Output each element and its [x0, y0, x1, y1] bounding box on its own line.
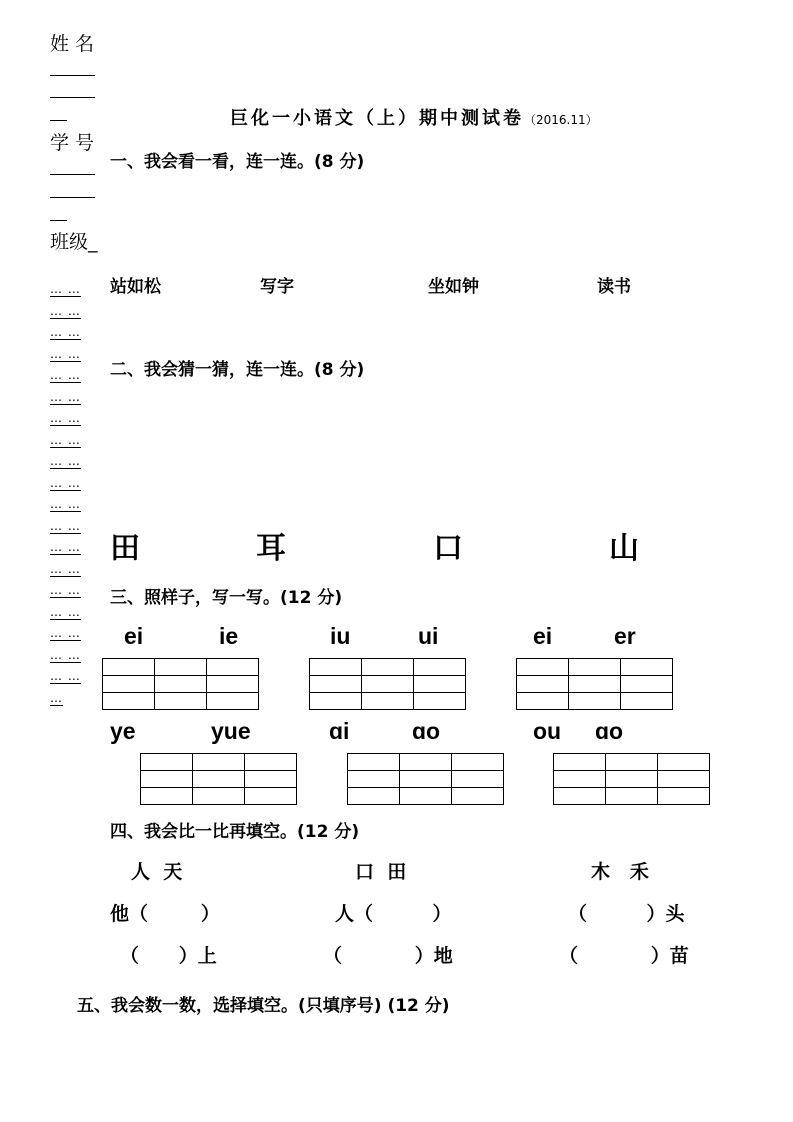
dotted-line: … …: [50, 648, 81, 662]
section2-char: 口: [433, 531, 463, 566]
section1-word: 坐如钟: [428, 277, 479, 297]
dotted-line: … …: [50, 605, 81, 619]
fill-blank[interactable]: （ ）头: [568, 903, 685, 925]
fill-blank[interactable]: （ ）苗: [559, 945, 689, 967]
section2-char: 田: [110, 531, 140, 566]
writing-grid[interactable]: [102, 658, 259, 710]
section5-heading: 五、我会数一数，选择填空。(只填序号) (12 分): [77, 996, 450, 1016]
section1-word: 读书: [597, 277, 631, 297]
fill-blank[interactable]: 他（ ）: [110, 903, 220, 925]
section4-heading: 四、我会比一比再填空。(12 分): [110, 822, 360, 842]
section1-word: 写字: [260, 277, 294, 297]
fill-blank[interactable]: 人（ ）: [335, 903, 452, 925]
pinyin-label: ou: [533, 718, 562, 744]
pinyin-label: ie: [219, 623, 239, 649]
dotted-line: … …: [50, 540, 81, 554]
name-underline: [50, 97, 95, 98]
fill-blank[interactable]: （ ）上: [120, 945, 217, 967]
pinyin-label: ɑo: [595, 718, 624, 744]
exam-date: （2016.11）: [524, 113, 598, 127]
writing-grid[interactable]: [140, 753, 297, 805]
pinyin-label: iu: [330, 623, 351, 649]
dotted-line: … …: [50, 368, 81, 382]
dotted-line: … …: [50, 325, 81, 339]
dotted-line: … …: [50, 476, 81, 490]
writing-grid[interactable]: [347, 753, 504, 805]
dotted-line: … …: [50, 411, 81, 425]
pinyin-label: ye: [110, 718, 136, 744]
name-underline: [50, 120, 67, 121]
dotted-line: … …: [50, 497, 81, 511]
exam-title: 巨化一小语文（上）期中测试卷: [230, 108, 524, 129]
section3-heading: 三、照样子，写一写。(12 分): [110, 588, 343, 608]
pinyin-label: ei: [124, 623, 144, 649]
char-pair: 人 天: [131, 861, 183, 883]
page-title: [230, 104, 598, 130]
char-pair: 口 田: [355, 861, 407, 883]
pinyin-label: ɑo: [412, 718, 441, 744]
dotted-line: … …: [50, 433, 81, 447]
name-label: 姓 名: [50, 33, 95, 55]
class-label: 班级_: [50, 231, 98, 253]
pinyin-label: er: [614, 623, 636, 649]
section1-heading: 一、我会看一看，连一连。(8 分): [110, 152, 365, 172]
dotted-line: … …: [50, 562, 81, 576]
section2-char: 耳: [256, 531, 286, 566]
student-id-underline: [50, 197, 95, 198]
dotted-line: …: [50, 691, 63, 705]
dotted-line: … …: [50, 626, 81, 640]
dotted-line: … …: [50, 583, 81, 597]
section2-char: 山: [609, 531, 639, 566]
section2-heading: 二、我会猜一猜，连一连。(8 分): [110, 360, 365, 380]
pinyin-label: yue: [211, 718, 251, 744]
section1-word: 站如松: [110, 277, 161, 297]
dotted-line: … …: [50, 282, 81, 296]
dotted-line: … …: [50, 390, 81, 404]
dotted-line: … …: [50, 454, 81, 468]
dotted-line: … …: [50, 304, 81, 318]
dotted-line: … …: [50, 669, 81, 683]
pinyin-label: ei: [533, 623, 553, 649]
name-underline: [50, 75, 95, 76]
pinyin-label: ɑi: [329, 718, 350, 744]
dotted-line: … …: [50, 347, 81, 361]
writing-grid[interactable]: [553, 753, 710, 805]
student-id-underline: [50, 220, 67, 221]
pinyin-label: ui: [418, 623, 439, 649]
writing-grid[interactable]: [309, 658, 466, 710]
writing-grid[interactable]: [516, 658, 673, 710]
student-id-label: 学 号: [50, 132, 95, 154]
dotted-line: … …: [50, 519, 81, 533]
student-id-underline: [50, 174, 95, 175]
fill-blank[interactable]: （ ）地: [323, 945, 453, 967]
char-pair: 木 禾: [591, 861, 649, 883]
